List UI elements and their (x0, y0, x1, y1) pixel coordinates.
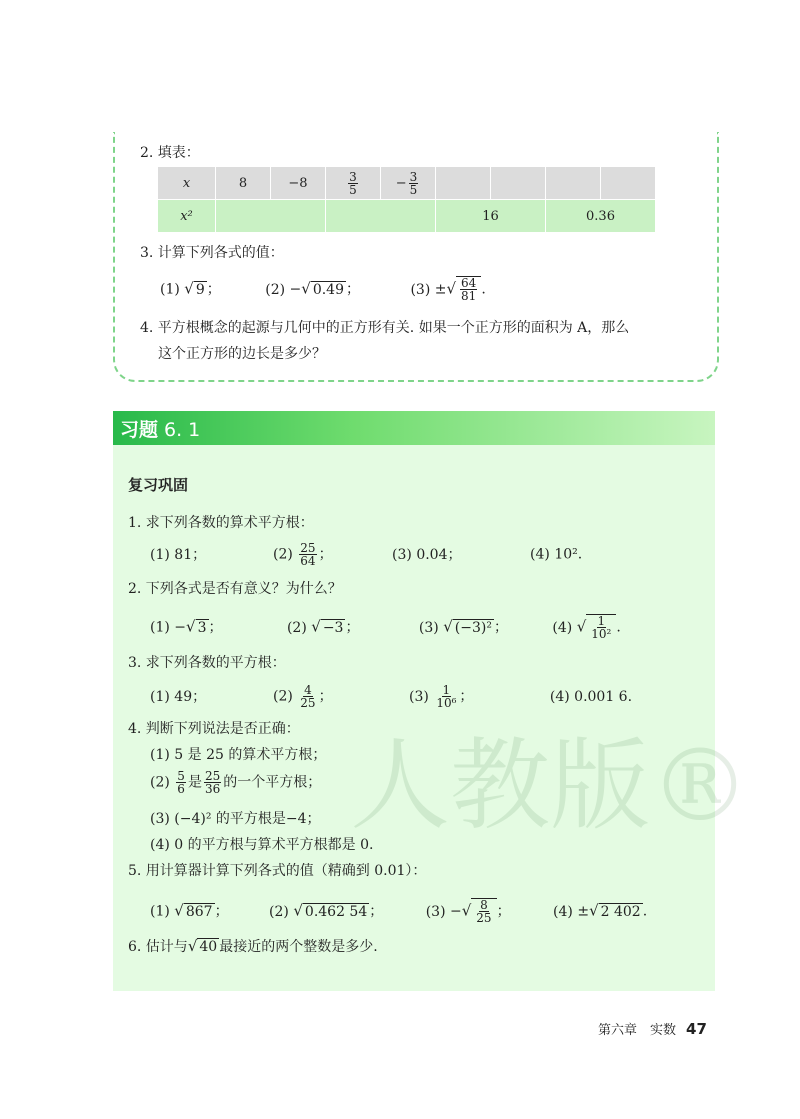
table-cell: 16 (436, 200, 546, 233)
table-cell-empty (546, 167, 601, 200)
exercise-q3-items: (1) 49； (2) $\frac{4}{25}$ ； (3) $\frac{1}{\text{10⁶}}$ ； (4) 0.001 6. (150, 683, 633, 710)
table-cell-empty (216, 200, 326, 233)
table-cell: 8 (216, 167, 271, 200)
table-row (158, 200, 656, 233)
page-number: 47 (686, 1020, 707, 1038)
exercise-q4-a: (1) 5 是 25 的算术平方根； (150, 747, 327, 763)
table-cell: 0.36 (546, 200, 656, 233)
page-footer (598, 1019, 707, 1038)
practice-q2-label: 2. 填表： (140, 145, 200, 161)
table-head-x: x (158, 167, 216, 200)
exercise-q4-b: (2) $\frac{5}{6}$ 是 $\frac{25}{36}$ 的一个平方根； (150, 769, 322, 796)
practice-q3-label: 3. 计算下列各式的值： (140, 245, 284, 261)
chapter-label: 第六章 实数 (598, 1023, 677, 1038)
table-cell: −8 (271, 167, 326, 200)
section-title: 复习巩固 (128, 476, 189, 494)
table-head-x2: x² (158, 200, 216, 233)
fraction: $\frac{3}{5}$ (409, 169, 418, 197)
table-cell-empty (326, 200, 436, 233)
table-row (158, 167, 656, 200)
exercise-q5-label: 5. 用计算器计算下列各式的值（精确到 0.01）： (128, 863, 427, 879)
exercise-q4-d: (4) 0 的平方根与算术平方根都是 0. (150, 837, 374, 853)
exercise-q6: 6. 估计与√ 40 最接近的两个整数是多少. (128, 937, 378, 955)
watermark-logo (340, 700, 750, 870)
practice-q4-line1: 4. 平方根概念的起源与几何中的正方形有关. 如果一个正方形的面积为 A，那么 (140, 320, 630, 336)
watermark-text: 人教版® (350, 727, 750, 844)
table-cell-empty (436, 167, 491, 200)
exercise-q5-items: (1) √ 867 ； (2) √ 0.462 54 ； (3) −√ $\frac{8}{25}$ ； (4) ±√ 2 402 . (150, 898, 648, 925)
exercise-q3-label: 3. 求下列各数的平方根： (128, 655, 286, 671)
exercise-title: 习题 6. 1 (120, 419, 201, 441)
table-cell (326, 167, 381, 200)
table-cell: − $\frac{3}{5}$ (381, 167, 436, 200)
practice-q3-items: (1) √ 9 ； (2) −√ 0.49 ； (3) ±√ $\frac{64}{81}$ . (160, 276, 486, 303)
table-cell-empty (491, 167, 546, 200)
exercise-q1-items: (1) 81； (2) $\frac{25}{64}$ ； (3) 0.04； (4) 10². (150, 541, 583, 568)
exercise-q2-label: 2. 下列各式是否有意义？为什么？ (128, 581, 342, 597)
practice-q4-line2: 这个正方形的边长是多少？ (158, 346, 326, 362)
exercise-header (113, 411, 715, 445)
fill-table (157, 166, 656, 233)
exercise-q1-label: 1. 求下列各数的算术平方根： (128, 515, 314, 531)
table-cell-empty (601, 167, 656, 200)
exercise-q4-label: 4. 判断下列说法是否正确： (128, 721, 300, 737)
fraction: $\frac{3}{5}$ (349, 169, 357, 197)
exercise-q2-items: (1) −√ 3 ； (2) √ −3 ； (3) √ (−3)² ； (4) √ $\frac{1}{\text{10²}}$ . (150, 614, 621, 641)
exercise-q4-c: (3) (−4)² 的平方根是−4； (150, 811, 321, 827)
